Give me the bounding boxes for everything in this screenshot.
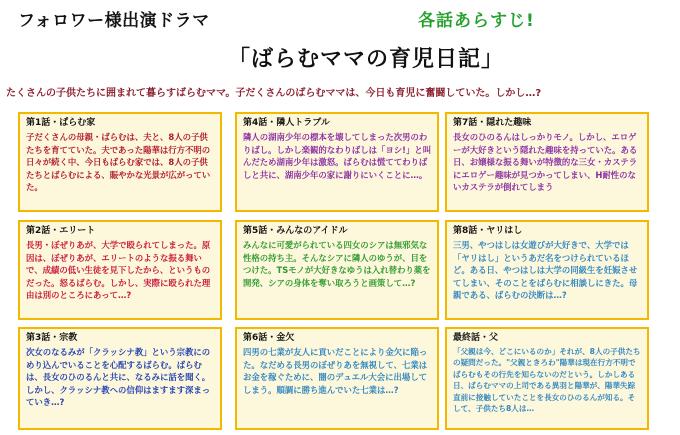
episode-card-8 [445, 220, 649, 320]
episode-card-7 [445, 112, 649, 212]
episode-title: 第5話・みんなのアイドル [243, 226, 348, 236]
episode-card-2 [18, 220, 222, 320]
episode-synopsis: 三男、やつはしは女遊びが大好きで、大学では「ヤリはし」というあだ名をつけられているほど。ある日、やつはしは大学の同級生を妊娠させてしまい、そのことをばらむに相談しにきた。母親である、ばらむの決断は…? [453, 240, 638, 301]
episode-title: 第7話・隠れた趣味 [453, 118, 532, 128]
episode-card-6 [235, 327, 439, 430]
episode-synopsis: 隣人の湖南少年の標本を壊してしまった次男のわりばし。しかし楽観的なわりばしは「ヨシ!」と叫んだため湖南少年は激怒。ばらむは慌ててわりばしと共に、湖南少年の家に謝りにいくことに…。 [243, 132, 432, 180]
synopsis-label: 各話あらすじ! [418, 11, 535, 31]
episode-synopsis: みんなに可愛がられている四女のシアは無邪気な性格の持ち主。そんなシアに隣人のゆうが、目をつけた。TSモノが大好きなゆうは入れ替わり薬を開発、シアの身体を奪い取ろうと画策して…? [243, 240, 431, 288]
episode-synopsis: 四男の七業が友人に貢いだことにより金欠に陥った。なだめる長男のぼぜりあを無視して、七業はお金を稼ぐために、闇のデュエル大会に出場してしまう。順調に勝ち進んでいた七業は…? [243, 347, 428, 395]
episode-synopsis: 長男・ぼぜりあが、大学で殴られてしまった。原因は、ぼぜりあが、エリートのような振る舞いで、成績の低い生徒を見下したから、というものだった。怒るばらむ。しかし、実際に殴られた理由は別のところにあって…? [26, 240, 211, 301]
episode-synopsis: 次女のなるみが「クラッシナ教」という宗教にのめり込んでいることを心配するばらむ。ばらむは、長女のひのるんと共に、なるみに話を聞く。しかし、クラッシナ教への信仰はますます深まっていき…? [26, 347, 211, 408]
episode-title: 第1話・ぱらむ家 [26, 118, 96, 128]
episode-synopsis: 「父親は今、どこにいるのか」それが、8人の子供たちの疑問だった。"父親ときろわ"陽華は現在行方不明でばらむもその行先を知らないのだという。しかしある日、ばらむママの上司である異羽と陽華が、陽華失踪直前に接触していたことを長女のひのるんが知る。そして、子供たち8人は… [453, 347, 641, 414]
episode-card-final [445, 327, 649, 430]
episode-card-5 [235, 220, 439, 320]
episode-card-3 [18, 327, 222, 430]
episode-title: 第6話・金欠 [243, 333, 295, 343]
episode-title: 第2話・エリート [26, 226, 96, 236]
episode-synopsis: 長女のひのるんはしっかりモノ。しかし、エロゲーが大好きという隠れた趣味を持っていた。ある日、お嬢様な振る舞いが特徴的な三女・カステラにエロゲー趣味が見つかってしまい、H耐性のないカステラが倒れてしまう [453, 132, 638, 193]
episode-synopsis: 子だくさんの母親・ばらむは、夫と、8人の子供たちを育てていた。夫であった陽華は行方不明の日々が続く中、今日もばらむ家では、8人の子供たちとばらむによる、賑やかな光景が広がっていた。 [26, 132, 211, 193]
episode-title: 第8話・ヤリはし [453, 226, 523, 236]
episode-title: 第4話・隣人トラブル [243, 118, 330, 128]
episode-title: 最終話・父 [453, 333, 499, 343]
episode-title: 第3話・宗教 [26, 333, 78, 343]
episode-card-1 [18, 112, 222, 212]
intro-text: たくさんの子供たちに囲まれて暮らすばらむママ。子だくさんのばらむママは、今日も育児に奮闘していた。しかし…? [6, 88, 542, 99]
episode-card-4 [235, 112, 439, 212]
page-title: 「ばらむママの育児日記」 [228, 47, 505, 72]
show-label: フォロワー様出演ドラマ [18, 11, 210, 31]
